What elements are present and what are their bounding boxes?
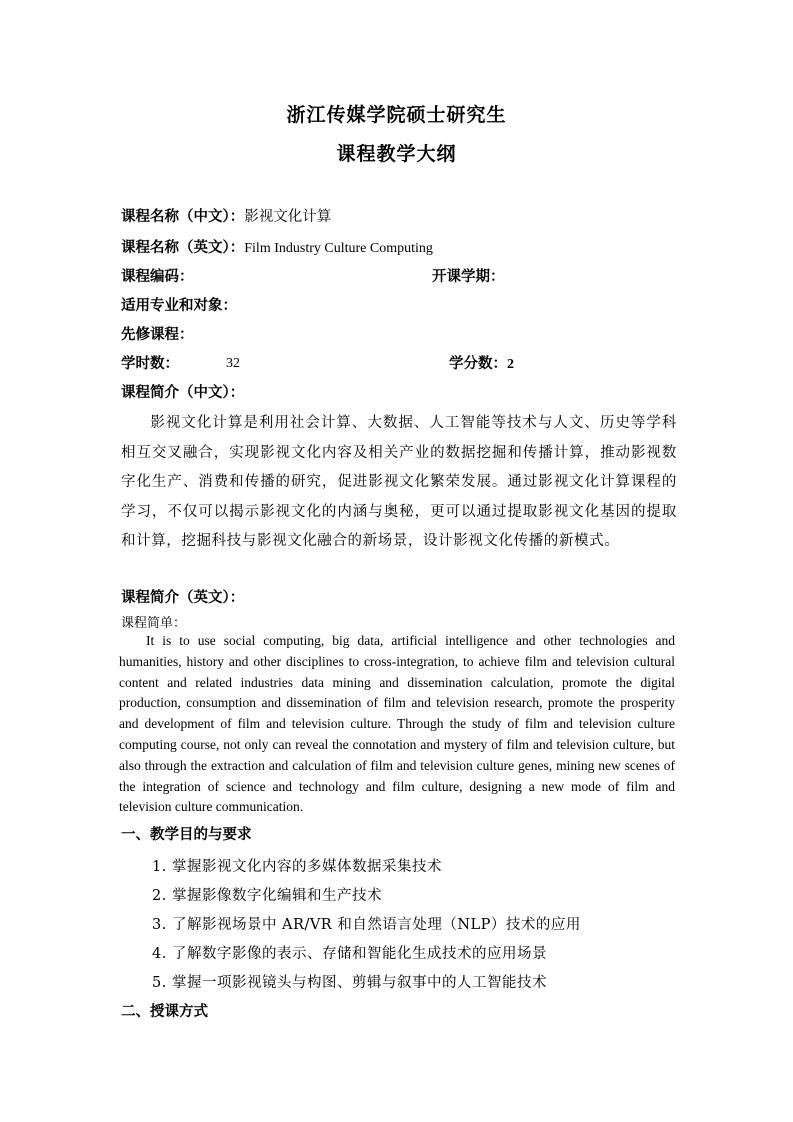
course-name-en-label: 课程名称（英文）：	[121, 239, 245, 256]
list-item: 5. 掌握一项影视镜头与构图、剪辑与叙事中的人工智能技术	[152, 975, 547, 991]
course-name-cn-label: 课程名称（中文）：	[121, 208, 245, 225]
list-item: 2. 掌握影像数字化编辑和生产技术	[152, 888, 382, 904]
course-code-row	[121, 266, 194, 288]
hours-value: 32	[226, 356, 240, 371]
section1-heading	[121, 824, 252, 846]
section2-heading-text: 二、授课方式	[121, 1003, 208, 1020]
intro-en-heading-text: 课程简介（英文）：	[121, 589, 245, 606]
intro-en-subheading: 课程简单：	[121, 616, 187, 631]
applicable-major-label: 适用专业和对象：	[121, 297, 237, 314]
course-name-en-value: Film Industry Culture Computing	[244, 241, 433, 256]
intro-cn-text: 影视文化计算是利用社会计算、大数据、人工智能等技术与人文、历史等学科相互交叉融合，实现影视文化内容及相关产业的数据挖掘和传播计算，推动影视数字化生产、消费和传播的研究，促进影视文化繁荣发展。通过影视文化计算课程的学习，不仅可以揭示影视文化的内涵与奥秘，更可以通过提取影视文化基因的提取和计算，挖掘科技与影视文化融合的新场景，设计影视文化传播的新模式。	[121, 415, 677, 549]
course-name-cn-value: 影视文化计算	[244, 209, 332, 225]
course-code-label: 课程编码：	[121, 268, 194, 285]
intro-en-text: It is to use social computing, big data, artificial intelligence and other technologies and humanities, history and other disciplines to cross-integration, to achieve film and television cultural content and related industries data mining and dissemination calculation, promote the digital production, consumption and dissemination of film and television research, promote the prosperity and development of film and television culture. Through the study of film and television culture computing course, not only can reveal the connotation and mystery of film and television culture, but also through the extraction and calculation of film and television culture genes, mining new scenes of the integration of science and technology and film culture, designing a new mode of film and television culture communication.	[119, 633, 675, 815]
section2-heading	[121, 1001, 208, 1023]
list-item: 4. 了解数字影像的表示、存储和智能化生成技术的应用场景	[152, 946, 547, 962]
hours-label: 学时数：	[121, 355, 179, 372]
credits-value: 2	[507, 357, 514, 372]
list-item: 3. 了解影视场景中 AR/VR 和自然语言处理（NLP）技术的应用	[152, 917, 581, 933]
document-subtitle: 课程教学大纲	[336, 143, 457, 165]
course-name-cn-row	[121, 206, 331, 228]
applicable-major-row	[121, 295, 237, 317]
prerequisite-label: 先修课程：	[121, 326, 194, 343]
course-term-label: 开课学期：	[432, 268, 505, 285]
prerequisite-row	[121, 324, 194, 346]
intro-cn-heading	[121, 382, 244, 404]
list-item: 1. 掌握影视文化内容的多媒体数据采集技术	[152, 859, 442, 875]
credits-row	[449, 353, 514, 375]
section1-heading-text: 一、教学目的与要求	[121, 826, 252, 843]
course-term-row	[432, 266, 505, 288]
hours-row	[121, 353, 179, 375]
course-name-en-row	[121, 237, 433, 259]
intro-cn-heading-text: 课程简介（中文）：	[121, 384, 245, 401]
intro-en-paragraph	[119, 631, 675, 818]
document-title: 浙江传媒学院硕士研究生	[286, 104, 507, 126]
intro-en-heading	[121, 587, 244, 609]
intro-cn-paragraph	[121, 409, 677, 557]
credits-label: 学分数：	[449, 355, 507, 372]
